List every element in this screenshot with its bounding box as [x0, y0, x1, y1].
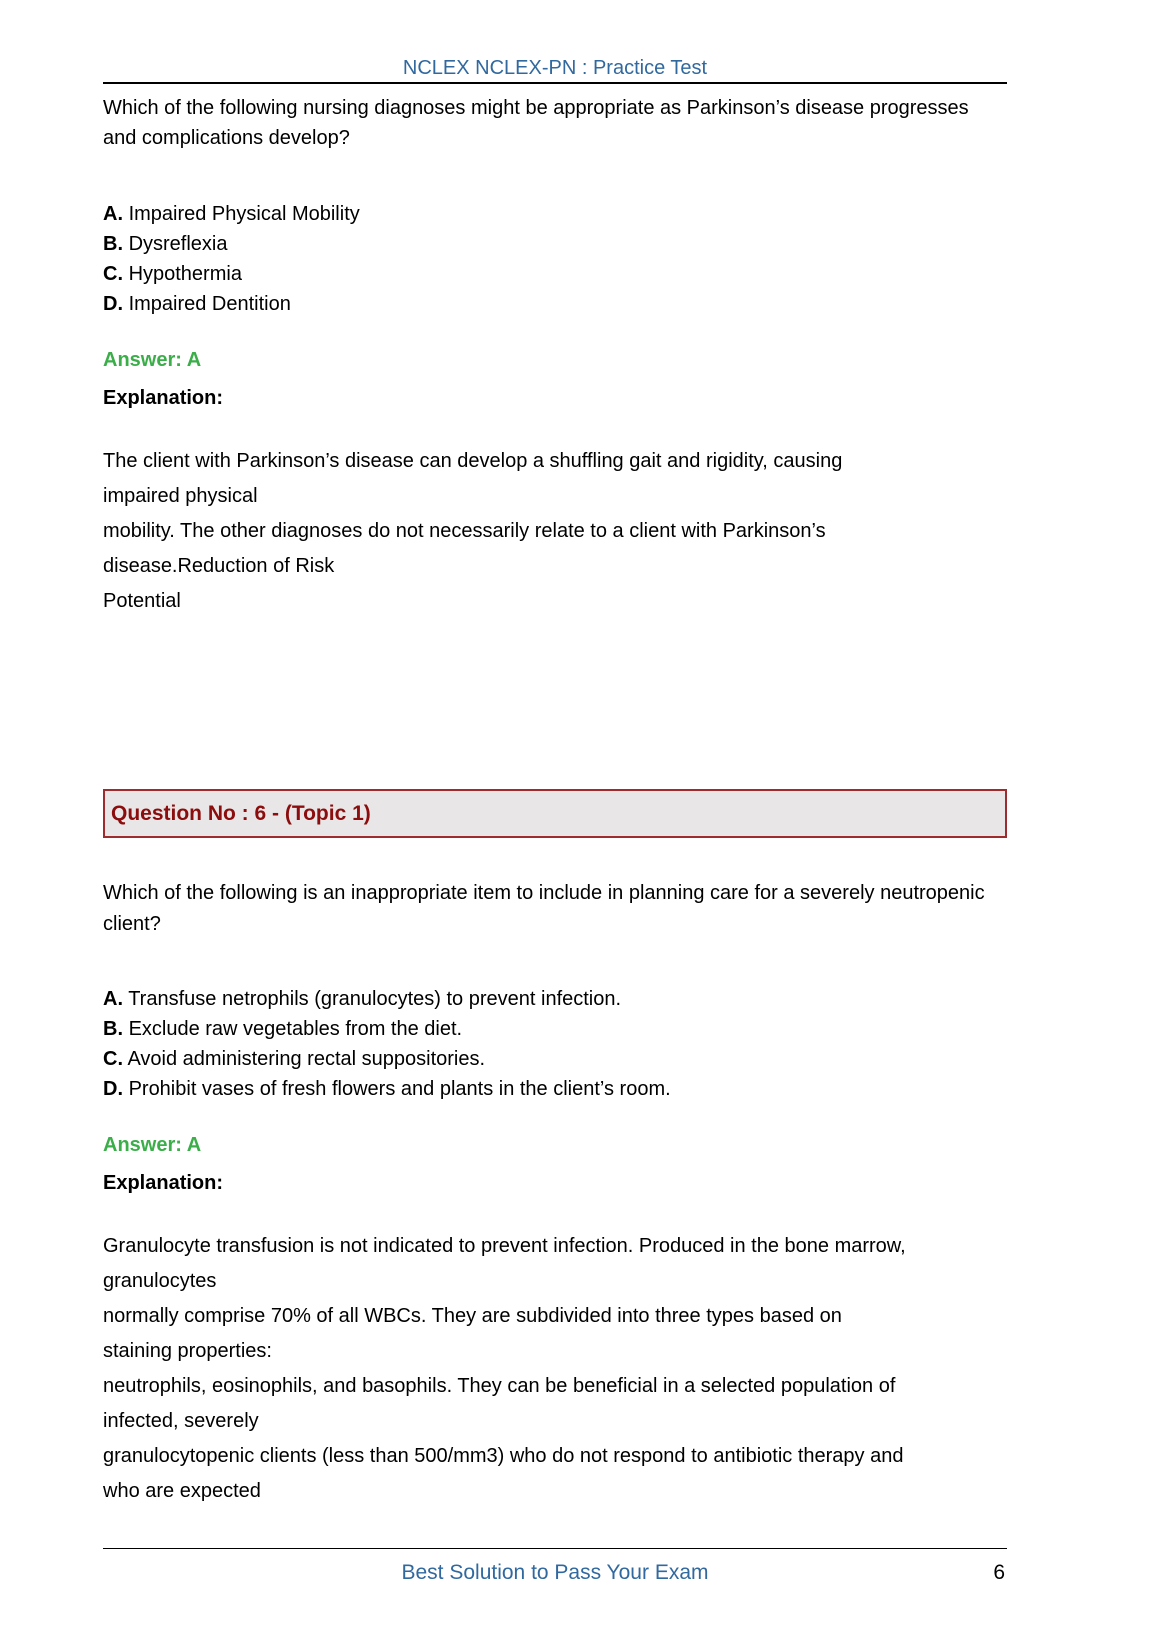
option-text: Impaired Dentition [128, 293, 291, 315]
explanation-line: infected, severely [103, 1410, 259, 1432]
option-d [103, 1074, 1007, 1104]
explanation-line: who are expected [103, 1480, 261, 1502]
explanation-line: Potential [103, 590, 181, 612]
question6-explanation [103, 1229, 1007, 1509]
question5-explanation [103, 444, 1007, 619]
explanation-line: normally comprise 70% of all WBCs. They are subdivided into three types based on [103, 1305, 842, 1327]
explanation-line: disease.Reduction of Risk [103, 555, 335, 577]
explanation-line: staining properties: [103, 1340, 272, 1362]
option-text: Avoid administering rectal suppositories. [127, 1048, 486, 1070]
question6-text: Which of the following is an inappropriate item to include in planning care for a severely neutropenic client? [103, 882, 985, 935]
option-text: Exclude raw vegetables from the diet. [128, 1018, 463, 1040]
option-c [103, 259, 1007, 289]
question5-options [103, 199, 1007, 319]
option-letter: A. [103, 203, 123, 225]
question6-banner [103, 789, 1007, 838]
option-text: Dysreflexia [128, 233, 228, 255]
option-letter: D. [103, 1078, 123, 1100]
explanation-line: Granulocyte transfusion is not indicated to prevent infection. Produced in the bone marrow, [103, 1235, 906, 1257]
option-letter: B. [103, 1018, 123, 1040]
question6-banner-title: Question No : 6 - (Topic 1) [111, 802, 371, 825]
explanation-line: granulocytopenic clients (less than 500/mm3) who do not respond to antibiotic therapy and [103, 1445, 904, 1467]
question6-answer: Answer: A [103, 1134, 202, 1156]
option-text: Hypothermia [128, 263, 242, 285]
explanation-line: mobility. The other diagnoses do not necessarily relate to a client with Parkinson’s [103, 520, 826, 542]
question5-answer: Answer: A [103, 349, 202, 371]
explanation-line: impaired physical [103, 485, 258, 507]
option-c [103, 1044, 1007, 1074]
question5-text: Which of the following nursing diagnoses might be appropriate as Parkinson’s disease progresses and complications develop? [103, 97, 969, 149]
page-number: 6 [993, 1561, 1005, 1584]
explanation-line: The client with Parkinson’s disease can develop a shuffling gait and rigidity, causing [103, 450, 843, 472]
explanation-line: neutrophils, eosinophils, and basophils. They can be beneficial in a selected population of [103, 1375, 896, 1397]
option-letter: C. [103, 263, 123, 285]
option-text: Transfuse netrophils (granulocytes) to prevent infection. [128, 988, 622, 1010]
question6-explanation-label: Explanation: [103, 1172, 224, 1194]
option-a [103, 984, 1007, 1014]
question6-options [103, 984, 1007, 1104]
footer-text: Best Solution to Pass Your Exam [401, 1561, 709, 1584]
header-title: NCLEX NCLEX-PN : Practice Test [402, 57, 708, 79]
option-a [103, 199, 1007, 229]
page-header [103, 0, 1007, 84]
option-d [103, 289, 1007, 319]
option-letter: D. [103, 293, 123, 315]
option-text: Impaired Physical Mobility [128, 203, 360, 225]
page-footer [103, 1548, 1007, 1585]
option-b [103, 1014, 1007, 1044]
option-b [103, 229, 1007, 259]
option-letter: C. [103, 1048, 123, 1070]
option-text: Prohibit vases of fresh flowers and plants in the client’s room. [128, 1078, 671, 1100]
option-letter: B. [103, 233, 123, 255]
explanation-line: granulocytes [103, 1270, 217, 1292]
question5-explanation-label: Explanation: [103, 387, 224, 409]
option-letter: A. [103, 988, 123, 1010]
